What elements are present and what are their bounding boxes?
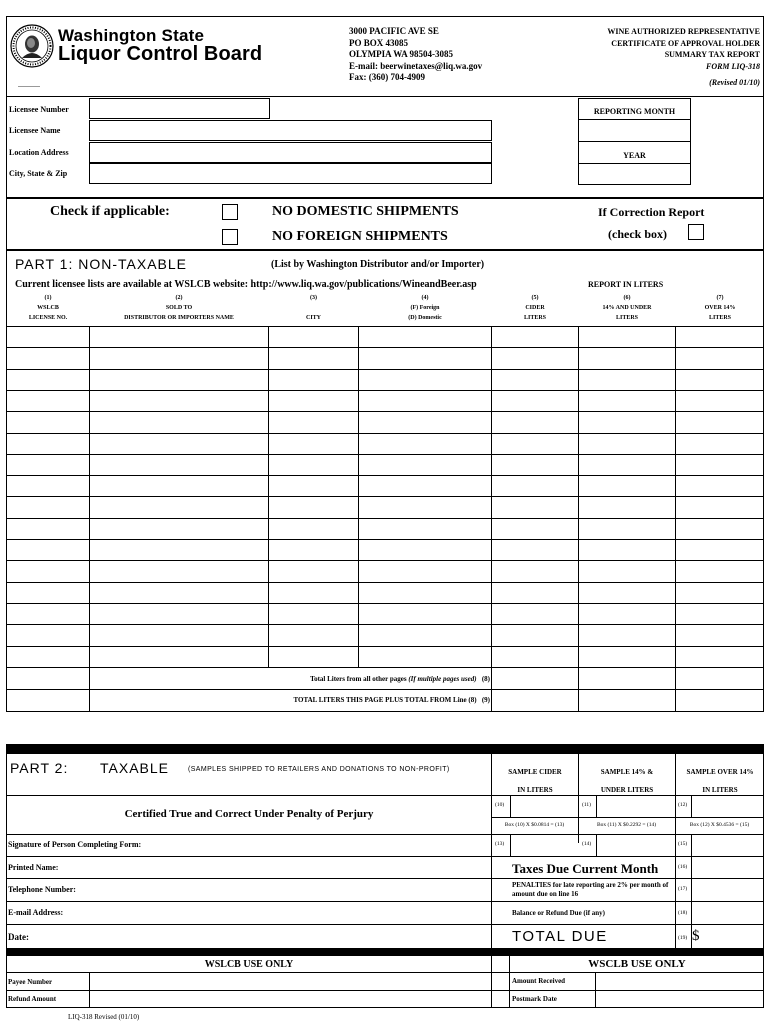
header-line: IN LITERS	[517, 786, 553, 794]
table-cell[interactable]	[580, 626, 673, 643]
table-cell[interactable]	[493, 477, 576, 494]
part2-line	[6, 834, 764, 835]
address-line: PO BOX 43085	[349, 37, 409, 48]
table-cell[interactable]	[580, 498, 673, 515]
header-line: SAMPLE CIDER	[508, 768, 562, 776]
row-line	[6, 667, 764, 668]
check-if-applicable-label: Check if applicable:	[50, 204, 170, 219]
part2-title-b: TAXABLE	[100, 760, 169, 776]
signature-field[interactable]	[180, 836, 488, 854]
box-17-label: (17)	[678, 886, 688, 892]
office-divider	[89, 972, 90, 1008]
part2-line	[6, 856, 764, 857]
col-num: (2)	[175, 295, 183, 301]
table-cell[interactable]	[360, 584, 489, 601]
table-cell[interactable]	[580, 541, 673, 558]
box-divider	[510, 834, 511, 856]
col-line1: (F) Foreign	[410, 305, 440, 311]
table-cell[interactable]	[493, 626, 576, 643]
table-cell[interactable]	[677, 328, 762, 345]
header-line: IN LITERS	[702, 786, 738, 794]
box-divider	[691, 834, 692, 856]
table-cell[interactable]	[8, 562, 87, 579]
row-line	[6, 369, 764, 370]
col-num: (6)	[623, 295, 631, 301]
part2-line	[6, 924, 764, 925]
table-cell[interactable]	[493, 435, 576, 452]
table-cell[interactable]	[677, 626, 762, 643]
state-seal-icon	[10, 24, 54, 68]
col-num: (1)	[44, 295, 52, 301]
row-line	[6, 603, 764, 604]
table-cell[interactable]	[580, 477, 673, 494]
penalties-note: PENALTIES for late reporting are 2% per month of amount due on line 16	[512, 881, 669, 898]
table-cell[interactable]	[580, 371, 673, 388]
table-cell[interactable]	[270, 605, 356, 622]
licensee-number-field[interactable]	[89, 98, 270, 119]
table-cell[interactable]	[580, 392, 673, 409]
row-line	[6, 518, 764, 519]
table-cell[interactable]	[8, 541, 87, 558]
table-cell[interactable]	[91, 392, 266, 409]
total-other-pages-label: Total Liters from all other pages	[310, 675, 407, 683]
calc-13: Box (10) X $0.0814 = (13)	[504, 822, 565, 828]
sample-cider-header	[492, 763, 578, 799]
row-line	[6, 411, 764, 412]
footer-form-id: LIQ-318 Revised (01/10)	[68, 1013, 140, 1021]
table-cell[interactable]	[270, 584, 356, 601]
part2-line	[6, 901, 764, 902]
seal-underline	[18, 86, 40, 87]
city-state-zip-field[interactable]	[89, 163, 492, 184]
form-title	[560, 26, 760, 89]
col-divider	[89, 326, 90, 712]
table-cell[interactable]	[360, 435, 489, 452]
col-divider	[675, 326, 676, 712]
table-cell[interactable]	[677, 349, 762, 366]
box-divider	[691, 795, 692, 817]
table-cell[interactable]	[91, 605, 266, 622]
table-cell[interactable]	[270, 541, 356, 558]
box-divider	[596, 834, 597, 856]
licensee-name-field[interactable]	[89, 120, 492, 141]
org-address	[349, 26, 482, 84]
header-line: SAMPLE OVER 14%	[686, 768, 754, 776]
telephone-field[interactable]	[100, 880, 488, 898]
table-cell[interactable]	[8, 605, 87, 622]
col-header-foreign-domestic	[359, 293, 491, 323]
line-8-marker: (8)	[481, 675, 490, 683]
table-cell[interactable]	[493, 349, 576, 366]
table-cell[interactable]	[270, 456, 356, 473]
office-divider	[491, 955, 492, 1008]
table-cell[interactable]	[677, 435, 762, 452]
col-num: (4)	[421, 295, 429, 301]
row-line	[6, 475, 764, 476]
licensee-number-label: Licensee Number	[9, 105, 69, 114]
licensee-name-label: Licensee Name	[9, 126, 61, 135]
org-name-line1: Washington State	[58, 26, 205, 45]
table-cell[interactable]	[270, 562, 356, 579]
col-header-over-14	[676, 293, 764, 323]
table-cell[interactable]	[493, 605, 576, 622]
row-line	[6, 560, 764, 561]
box-19-label: (19)	[678, 935, 688, 941]
row-line	[6, 390, 764, 391]
table-cell[interactable]	[360, 648, 489, 665]
box-11-label: (11)	[582, 802, 591, 808]
printed-name-field[interactable]	[80, 858, 488, 876]
table-cell[interactable]	[270, 392, 356, 409]
table-cell[interactable]	[360, 605, 489, 622]
wslcb-use-only-left: WSLCB USE ONLY	[204, 959, 294, 970]
total-other-pages-note: (If multiple pages used)	[408, 675, 477, 683]
office-line	[6, 990, 764, 991]
office-line	[6, 972, 764, 973]
total-this-page-label: TOTAL LITERS THIS PAGE PLUS TOTAL FROM Line (8)	[293, 696, 477, 704]
table-cell[interactable]	[270, 371, 356, 388]
part2-title-a: PART 2:	[10, 760, 69, 776]
address-line: Fax: (360) 704-4909	[349, 72, 425, 82]
part1-header-bottom	[6, 326, 764, 327]
row-line	[6, 582, 764, 583]
col-line2: LITERS	[523, 315, 546, 321]
year-label: YEAR	[623, 151, 646, 160]
table-cell[interactable]	[580, 349, 673, 366]
reporting-month-field[interactable]	[578, 119, 691, 142]
table-cell[interactable]	[493, 541, 576, 558]
table-cell[interactable]	[91, 562, 266, 579]
form-title-line: WINE AUTHORIZED REPRESENTATIVE	[607, 27, 760, 36]
col-divider	[491, 326, 492, 712]
address-line: 3000 PACIFIC AVE SE	[349, 26, 439, 36]
correction-report-checkbox[interactable]	[688, 224, 704, 240]
date-field[interactable]	[40, 926, 488, 946]
table-cell[interactable]	[270, 626, 356, 643]
table-cell[interactable]	[677, 498, 762, 515]
table-cell[interactable]	[677, 584, 762, 601]
no-domestic-checkbox[interactable]	[222, 204, 238, 220]
table-cell[interactable]	[493, 562, 576, 579]
table-cell[interactable]	[677, 371, 762, 388]
reporting-month-label: REPORTING MONTH	[593, 107, 676, 116]
table-cell[interactable]	[580, 413, 673, 430]
table-cell[interactable]	[8, 371, 87, 388]
box-12-label: (12)	[678, 802, 688, 808]
sample-over-14-header	[676, 763, 764, 799]
table-cell[interactable]	[360, 626, 489, 643]
table-cell[interactable]	[677, 413, 762, 430]
table-cell[interactable]	[270, 349, 356, 366]
part2-line	[6, 878, 764, 879]
table-cell[interactable]	[493, 328, 576, 345]
total-other-pages-row	[90, 675, 490, 683]
postmark-date-label: Postmark Date	[512, 995, 557, 1003]
table-cell[interactable]	[91, 541, 266, 558]
table-cell[interactable]	[493, 648, 576, 665]
table-cell[interactable]	[8, 520, 87, 537]
table-cell[interactable]	[8, 477, 87, 494]
table-cell[interactable]	[91, 328, 266, 345]
table-cell[interactable]	[580, 435, 673, 452]
col-line1: OVER 14%	[704, 305, 736, 311]
table-cell[interactable]	[677, 541, 762, 558]
calc-15: Box (12) X $0.4536 = (15)	[689, 822, 750, 828]
table-cell[interactable]	[677, 520, 762, 537]
col-num: (5)	[531, 295, 539, 301]
row-line	[6, 454, 764, 455]
table-cell[interactable]	[677, 477, 762, 494]
total-due-label: TOTAL DUE	[512, 928, 608, 945]
row-line	[6, 689, 764, 690]
col-line2: (D) Domestic	[408, 315, 442, 321]
table-cell[interactable]	[360, 371, 489, 388]
table-cell[interactable]	[493, 456, 576, 473]
col-header-cider	[492, 293, 578, 323]
location-address-label: Location Address	[9, 148, 69, 157]
form-revised: (Revised 01/10)	[709, 78, 760, 87]
col-line2: DISTRIBUTOR OR IMPORTERS NAME	[124, 315, 234, 321]
table-cell[interactable]	[91, 349, 266, 366]
box-18-label: (18)	[678, 910, 688, 916]
wslcb-use-only-right: WSCLB USE ONLY	[588, 958, 686, 970]
row-line	[6, 433, 764, 434]
telephone-label: Telephone Number:	[8, 885, 76, 894]
table-cell[interactable]	[91, 498, 266, 515]
box-14-label: (14)	[582, 841, 592, 847]
table-cell[interactable]	[91, 371, 266, 388]
dollar-sign: $	[692, 928, 700, 944]
table-cell[interactable]	[8, 413, 87, 430]
part1-subtitle: (List by Washington Distributor and/or Importer)	[271, 259, 485, 270]
table-cell[interactable]	[8, 584, 87, 601]
col-line2: LICENSE NO.	[28, 315, 68, 321]
col-line2: CITY	[305, 315, 321, 321]
table-cell[interactable]	[580, 584, 673, 601]
table-cell[interactable]	[270, 648, 356, 665]
box-16-label: (16)	[678, 864, 688, 870]
part2-line	[6, 795, 764, 796]
table-cell[interactable]	[91, 435, 266, 452]
row-line	[6, 539, 764, 540]
location-address-field[interactable]	[89, 142, 492, 163]
org-name-line2: Liquor Control Board	[58, 43, 263, 65]
table-cell[interactable]	[91, 413, 266, 430]
table-cell[interactable]	[91, 520, 266, 537]
table-cell[interactable]	[360, 413, 489, 430]
header-divider	[6, 96, 764, 97]
website-note: Current licensee lists are available at WSLCB website: http://www.liq.wa.gov/publications/WineandBeer.asp	[15, 279, 477, 290]
table-cell[interactable]	[493, 520, 576, 537]
table-cell[interactable]	[360, 456, 489, 473]
table-cell[interactable]	[8, 328, 87, 345]
check-box-label: (check box)	[608, 227, 667, 241]
report-in-liters-label: REPORT IN LITERS	[588, 280, 664, 289]
year-field[interactable]	[578, 163, 691, 185]
table-cell[interactable]	[677, 605, 762, 622]
address-line: E-mail: beerwinetaxes@liq.wa.gov	[349, 60, 483, 71]
col-header-14-under	[579, 293, 675, 323]
certified-statement: Certified True and Correct Under Penalty of Perjury	[124, 808, 374, 820]
form-title-line: SUMMARY TAX REPORT	[664, 50, 760, 59]
table-cell[interactable]	[270, 413, 356, 430]
table-cell[interactable]	[677, 456, 762, 473]
printed-name-label: Printed Name:	[8, 863, 59, 872]
col-line1	[269, 303, 358, 313]
table-cell[interactable]	[677, 648, 762, 665]
header-line: UNDER LITERS	[600, 786, 654, 794]
table-cell[interactable]	[8, 648, 87, 665]
box-13-label: (13)	[495, 841, 505, 847]
table-cell[interactable]	[580, 605, 673, 622]
box-10-label: (10)	[495, 802, 505, 808]
row-line	[6, 624, 764, 625]
table-cell[interactable]	[360, 392, 489, 409]
no-domestic-label: NO DOMESTIC SHIPMENTS	[272, 204, 459, 219]
table-cell[interactable]	[493, 584, 576, 601]
email-label: E-mail Address:	[8, 908, 64, 917]
table-cell[interactable]	[270, 477, 356, 494]
table-cell[interactable]	[8, 626, 87, 643]
part2-subtitle: (SAMPLES SHIPPED TO RETAILERS AND DONATIONS TO NON-PROFIT)	[188, 766, 450, 773]
table-cell[interactable]	[270, 435, 356, 452]
table-cell[interactable]	[270, 328, 356, 345]
table-cell[interactable]	[360, 541, 489, 558]
col-header-city	[269, 293, 358, 323]
col-line2: LITERS	[708, 315, 731, 321]
table-cell[interactable]	[91, 456, 266, 473]
table-cell[interactable]	[270, 520, 356, 537]
total-this-page-row	[90, 696, 490, 704]
col-header-license	[7, 293, 89, 323]
table-cell[interactable]	[360, 562, 489, 579]
form-title-line: CERTIFICATE OF APPROVAL HOLDER	[611, 38, 760, 48]
table-cell[interactable]	[493, 392, 576, 409]
header-line: SAMPLE 14% &	[600, 768, 654, 776]
table-cell[interactable]	[8, 498, 87, 515]
refund-amount-label: Refund Amount	[8, 995, 57, 1003]
no-foreign-checkbox[interactable]	[222, 229, 238, 245]
email-field[interactable]	[90, 903, 488, 921]
table-cell[interactable]	[677, 562, 762, 579]
table-cell[interactable]	[360, 349, 489, 366]
row-line	[6, 496, 764, 497]
table-cell[interactable]	[580, 648, 673, 665]
col-num: (3)	[310, 295, 317, 301]
table-cell[interactable]	[493, 371, 576, 388]
table-cell[interactable]	[8, 349, 87, 366]
part1-title: PART 1: NON-TAXABLE	[15, 256, 188, 272]
table-cell[interactable]	[580, 456, 673, 473]
city-state-zip-label: City, State & Zip	[9, 169, 68, 178]
table-cell[interactable]	[360, 520, 489, 537]
table-cell[interactable]	[493, 413, 576, 430]
row-line	[6, 646, 764, 647]
box-15-label: (15)	[678, 841, 688, 847]
sample-14-header	[579, 763, 675, 799]
col-header-sold-to	[90, 293, 268, 323]
box-divider	[596, 795, 597, 817]
table-cell[interactable]	[8, 435, 87, 452]
table-cell[interactable]	[677, 392, 762, 409]
correction-report-label: If Correction Report	[598, 205, 705, 219]
table-cell[interactable]	[360, 328, 489, 345]
table-cell[interactable]	[91, 477, 266, 494]
col-line1: CIDER	[525, 305, 545, 311]
table-cell[interactable]	[91, 648, 266, 665]
table-cell[interactable]	[493, 498, 576, 515]
box-divider	[510, 795, 511, 817]
col-line2: LITERS	[615, 315, 638, 321]
no-foreign-label: NO FOREIGN SHIPMENTS	[272, 229, 448, 244]
row-line	[6, 347, 764, 348]
col-line1: 14% AND UNDER	[602, 305, 652, 311]
form-number: FORM LIQ-318	[705, 61, 760, 71]
amount-received-label: Amount Received	[512, 977, 566, 985]
table-cell[interactable]	[580, 562, 673, 579]
balance-label: Balance or Refund Due (if any)	[512, 909, 606, 917]
payee-number-label: Payee Number	[8, 978, 53, 986]
table-cell[interactable]	[360, 498, 489, 515]
col-line1: SOLD TO	[165, 305, 193, 311]
col-divider	[578, 326, 579, 712]
table-cell[interactable]	[8, 456, 87, 473]
box-line	[491, 817, 764, 818]
table-cell[interactable]	[91, 626, 266, 643]
date-label: Date:	[8, 932, 29, 942]
address-line: OLYMPIA WA 98504-3085	[349, 49, 454, 59]
table-cell[interactable]	[270, 498, 356, 515]
calc-14: Box (11) X $0.2292 = (14)	[596, 822, 657, 828]
office-divider	[595, 972, 596, 1008]
table-cell[interactable]	[8, 392, 87, 409]
table-cell[interactable]	[360, 477, 489, 494]
table-cell[interactable]	[91, 584, 266, 601]
col-line1: WSLCB	[37, 305, 59, 311]
line-9-marker: (9)	[481, 696, 490, 704]
table-cell[interactable]	[580, 328, 673, 345]
table-cell[interactable]	[580, 520, 673, 537]
signature-label: Signature of Person Completing Form:	[8, 840, 142, 849]
taxes-due-label: Taxes Due Current Month	[512, 861, 659, 876]
col-num: (7)	[716, 295, 724, 301]
